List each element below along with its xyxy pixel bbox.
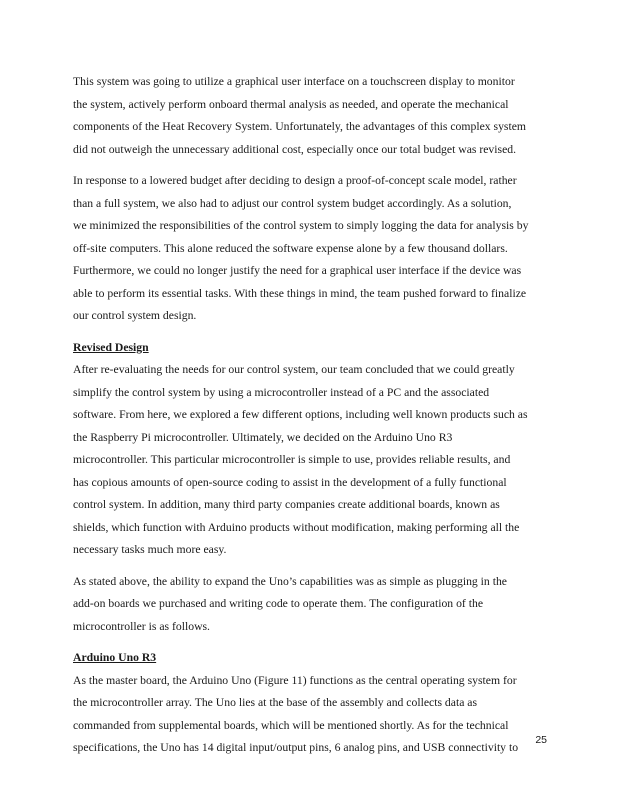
text-line: Furthermore, we could no longer justify the need for a graphical user interface if the device was — [73, 264, 522, 277]
text-line: simplify the control system by using a microcontroller instead of a PC and the associated — [73, 385, 490, 399]
text-line: specifications, the Uno has 14 digital input/output pins, 6 analog pins, and USB connectivity to — [73, 741, 519, 754]
text-line: the Raspberry Pi microcontroller. Ultimately, we decided on the Arduino Uno R3 — [73, 430, 453, 444]
text-line: add-on boards we purchased and writing code to operate them. The configuration of the — [73, 597, 484, 610]
text-line: has copious amounts of open-source coding to assist in the development of a fully functional — [73, 475, 507, 489]
paragraph-budget — [73, 170, 553, 328]
text-line: control system. In addition, many third party companies create additional boards, known as — [73, 498, 500, 511]
text-line: commanded from supplemental boards, which will be mentioned shortly. As for the technical — [73, 718, 509, 732]
text-line: than a full system, we also had to adjust our control system budget accordingly. As a solution, — [73, 196, 512, 210]
page-number: 25 — [535, 734, 547, 746]
document-body — [73, 71, 553, 760]
text-line: This system was going to utilize a graphical user interface on a touchscreen display to monitor — [73, 75, 515, 88]
paragraph-revised-design — [73, 359, 553, 562]
paragraph-gui-plan — [73, 71, 553, 161]
text-line: able to perform its essential tasks. With these things in mind, the team pushed forward to finalize — [73, 286, 527, 300]
text-line: As the master board, the Arduino Uno (Figure 11) functions as the central operating system for — [73, 673, 517, 687]
text-line: off-site computers. This alone reduced the software expense alone by a few thousand dollars. — [73, 241, 508, 255]
section-heading-revised-design: Revised Design — [73, 340, 149, 354]
section-heading-arduino-uno: Arduino Uno R3 — [73, 651, 157, 664]
text-line: software. From here, we explored a few different options, including well known products such as — [73, 408, 528, 421]
paragraph-arduino-uno — [73, 670, 553, 760]
text-line: After re-evaluating the needs for our control system, our team concluded that we could greatly — [73, 363, 515, 376]
text-line: shields, which function with Arduino products without modification, making performing all the — [73, 520, 520, 534]
text-line: In response to a lowered budget after deciding to design a proof-of-concept scale model, rather — [73, 174, 517, 187]
text-line: we minimized the responsibilities of the control system to simply logging the data for analysis by — [73, 219, 529, 232]
text-line: the system, actively perform onboard thermal analysis as needed, and operate the mechanical — [73, 97, 509, 111]
text-line: components of the Heat Recovery System. Unfortunately, the advantages of this complex system — [73, 120, 526, 133]
text-line: As stated above, the ability to expand the Uno’s capabilities was as simple as plugging in the — [73, 574, 507, 588]
text-line: the microcontroller array. The Uno lies at the base of the assembly and collects data as — [73, 696, 478, 709]
text-line: necessary tasks much more easy. — [73, 543, 227, 556]
text-line: microcontroller. This particular microcontroller is simple to use, provides reliable results, and — [73, 453, 511, 466]
paragraph-expansion — [73, 571, 553, 639]
text-line: microcontroller is as follows. — [73, 619, 210, 633]
text-line: did not outweigh the unnecessary additional cost, especially once our total budget was revised. — [73, 142, 517, 156]
text-line: our control system design. — [73, 309, 197, 322]
